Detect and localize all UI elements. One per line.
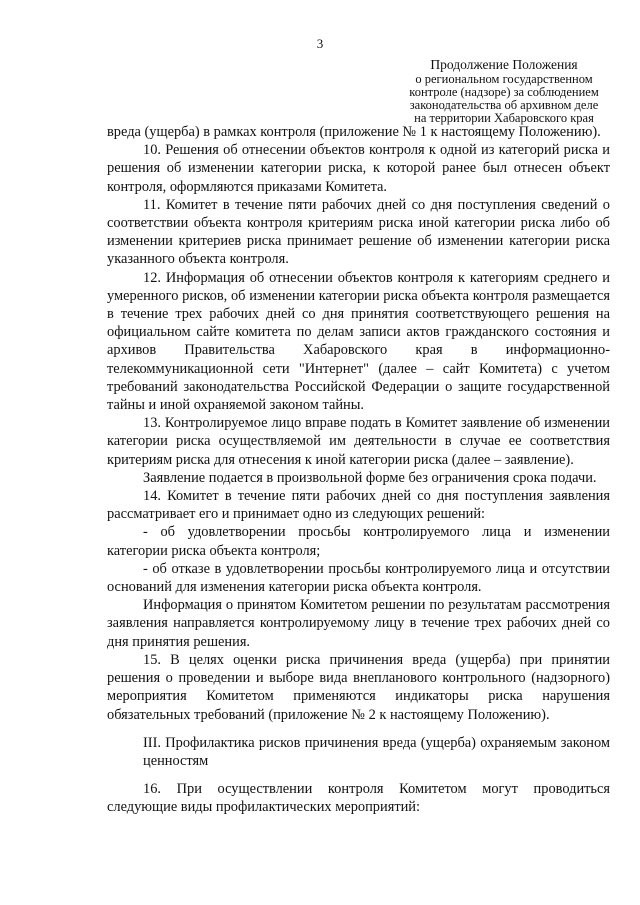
header-title: Продолжение Положения <box>430 57 578 72</box>
paragraph-14: 14. Комитет в течение пяти рабочих дней со дня поступления заявления рассматривает его и принимает одно из следующих решений: <box>107 488 610 523</box>
header-line: контроле (надзоре) за соблюдением <box>409 85 599 99</box>
section-heading: III. Профилактика рисков причинения вреда (ущерба) охраняемым законом ценностям <box>143 734 610 769</box>
paragraph-16: 16. При осуществлении контроля Комитетом могут проводиться следующие виды профилактических мероприятий: <box>107 781 610 816</box>
header-line: законодательства об архивном деле <box>409 98 599 112</box>
paragraph-continuation: вреда (ущерба) в рамках контроля (приложение № 1 к настоящему Положению). <box>107 124 601 140</box>
page-number: 3 <box>316 36 324 51</box>
paragraph-14-notice: Информация о принятом Комитетом решении по результатам рассмотрения заявления направляется контролируемому лицу в течение трех рабочих дней со дня принятия решения. <box>107 597 610 650</box>
paragraph-13-note: Заявление подается в произвольной форме без ограничения срока подачи. <box>143 469 597 486</box>
paragraph-15: 15. В целях оценки риска причинения вреда (ущерба) при принятии решения о проведении и выборе вида внепланового контрольного (надзорного) мероприятия Комитетом применяются индикаторы риска нарушения обязательных требований (приложение № 2 к настоящему Положению). <box>107 651 610 723</box>
paragraph-12: 12. Информация об отнесении объектов контроля к категориям среднего и умеренного рисков, об изменении категории риска объекта контроля размещается в течение трех рабочих дней со дня принятия соответствующего решения на официальном сайте комитета по делам записи актов гражданского состояния и архивов Правительства Хабаровского края в информационно-телекоммуникационной сети "Интернет" (далее – сайт Комитета) с учетом требований законодательства Российской Федерации о защите государственной тайны и иной охраняемой законом тайны. <box>107 269 610 414</box>
paragraph-13: 13. Контролируемое лицо вправе подать в Комитет заявление об изменении категории риска осуществляемой им деятельности в случае ее соответствия критериям риска для отнесения к иной категории риска (далее – заявление). <box>107 415 610 468</box>
list-item-approve: - об удовлетворении просьбы контролируемого лица и изменении категории риска объекта контроля; <box>107 524 610 559</box>
header-line: на территории Хабаровского края <box>414 111 594 125</box>
document-body <box>107 123 610 817</box>
header-note <box>388 57 620 125</box>
list-item-refuse: - об отказе в удовлетворении просьбы контролируемого лица и отсутствии оснований для изменения категории риска объекта контроля. <box>107 560 610 596</box>
paragraph-11: 11. Комитет в течение пяти рабочих дней со дня поступления сведений о соответствии объекта контроля критериям риска иной категории риска либо об изменении критериев риска принимает решение об изменении категории риска указанного объекта контроля. <box>107 196 610 268</box>
header-line: о региональном государственном <box>415 72 593 86</box>
paragraph-10: 10. Решения об отнесении объектов контроля к одной из категорий риска и решения об изменении категории риска, к которой ранее был отнесен объект контроля, оформляются приказами Комитета. <box>107 142 610 195</box>
